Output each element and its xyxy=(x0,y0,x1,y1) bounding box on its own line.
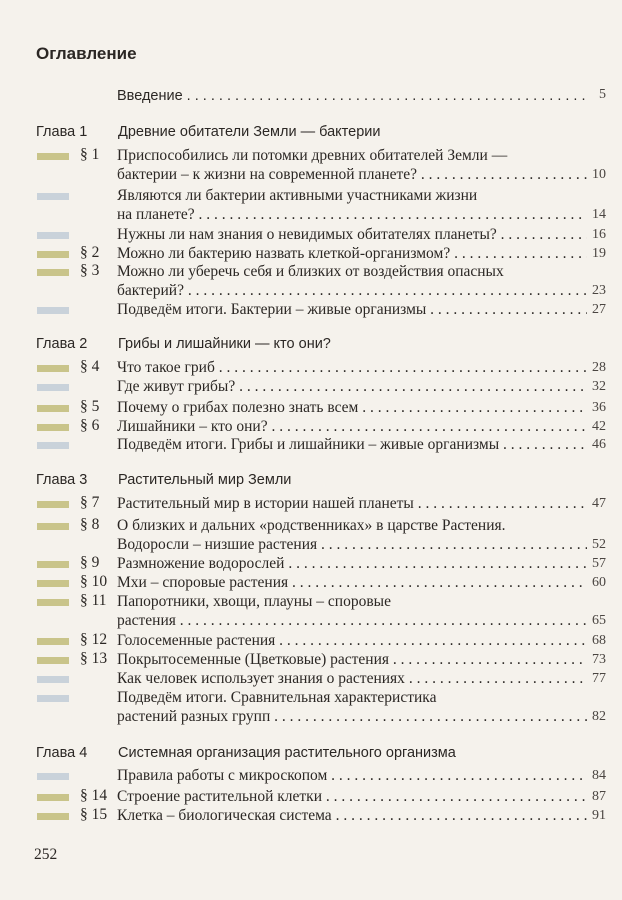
chapter-title: Растительный мир Земли xyxy=(118,472,292,488)
entry-title-line: бактерии – к жизни на современной планете? . . . xyxy=(117,165,587,184)
paragraph-marker xyxy=(37,657,69,664)
chapter-label: Глава 3 xyxy=(36,472,88,488)
entry-page: 16 xyxy=(592,227,606,242)
entry-title xyxy=(117,688,587,726)
entry-page: 14 xyxy=(592,207,606,222)
entry-title xyxy=(117,787,587,806)
entry-title xyxy=(117,398,587,417)
entry-title xyxy=(117,766,587,785)
entry-title xyxy=(117,244,587,263)
entry-title-line: Подведём итоги. Грибы и лишайники – живые организмы . . . xyxy=(117,435,587,454)
section-marker xyxy=(37,676,69,683)
entry-title xyxy=(117,573,587,592)
entry-title-line: Как человек использует знания о растениях . . . xyxy=(117,669,587,688)
paragraph-marker xyxy=(37,424,69,431)
section-marker xyxy=(37,384,69,391)
paragraph-marker xyxy=(37,599,69,606)
entry-title-line: Являются ли бактерии активными участниками жизни xyxy=(117,187,478,204)
entry-title xyxy=(117,146,587,184)
entry-title xyxy=(117,631,587,650)
section-marker xyxy=(37,442,69,449)
entry-page: 19 xyxy=(592,246,606,261)
entry-page: 65 xyxy=(592,613,606,628)
paragraph-number: § 15 xyxy=(80,806,108,823)
entry-title-line: Строение растительной клетки . . . xyxy=(117,787,587,806)
entry-page: 27 xyxy=(592,302,606,317)
entry-page: 46 xyxy=(592,437,606,452)
entry-title xyxy=(117,300,587,319)
paragraph-number: § 6 xyxy=(80,417,100,434)
section-marker xyxy=(37,307,69,314)
entry-page: 10 xyxy=(592,167,606,182)
paragraph-marker xyxy=(37,251,69,258)
entry-title-line: бактерий? . . . xyxy=(117,281,587,300)
entry-title-line: Можно ли бактерию назвать клеткой-организмом? . . . xyxy=(117,244,587,263)
entry-title-line: Клетка – биологическая система . . . xyxy=(117,806,587,825)
entry-title-line: О близких и дальних «родственниках» в царстве Растения. xyxy=(117,517,506,534)
paragraph-number: § 3 xyxy=(80,262,100,279)
entry-title-line: Мхи – споровые растения . . . xyxy=(117,573,587,592)
chapter-label: Глава 4 xyxy=(36,745,88,761)
entry-title-line: Введение . . . xyxy=(117,87,587,106)
entry-page: 68 xyxy=(592,633,606,648)
chapter-label: Глава 1 xyxy=(36,124,88,140)
page-number: 252 xyxy=(34,846,58,863)
paragraph-marker xyxy=(37,269,69,276)
paragraph-marker xyxy=(37,501,69,508)
entry-title-line: Подведём итоги. Сравнительная характеристика xyxy=(117,689,437,706)
entry-title-line: Водоросли – низшие растения . . . xyxy=(117,535,587,554)
entry-title xyxy=(117,806,587,825)
entry-title xyxy=(117,262,587,300)
paragraph-marker xyxy=(37,365,69,372)
paragraph-marker xyxy=(37,813,69,820)
paragraph-marker xyxy=(37,638,69,645)
paragraph-marker xyxy=(37,523,69,530)
section-marker xyxy=(37,695,69,702)
entry-title xyxy=(117,87,587,106)
paragraph-number: § 12 xyxy=(80,631,108,648)
toc-heading: Оглавление xyxy=(36,44,137,63)
entry-title-line: Папоротники, хвощи, плауны – споровые xyxy=(117,593,391,610)
entry-page: 23 xyxy=(592,283,606,298)
paragraph-number: § 14 xyxy=(80,787,108,804)
entry-title-line: Приспособились ли потомки древних обитателей Земли — xyxy=(117,147,508,164)
entry-title xyxy=(117,225,587,244)
entry-page: 77 xyxy=(592,671,606,686)
entry-title xyxy=(117,417,587,436)
entry-title-line: на планете? . . . xyxy=(117,205,587,224)
entry-title xyxy=(117,494,587,513)
paragraph-marker xyxy=(37,405,69,412)
paragraph-number: § 7 xyxy=(80,494,100,511)
paragraph-marker xyxy=(37,580,69,587)
entry-title xyxy=(117,435,587,454)
paragraph-marker xyxy=(37,153,69,160)
paragraph-number: § 8 xyxy=(80,516,100,533)
entry-page: 5 xyxy=(599,87,606,102)
paragraph-number: § 13 xyxy=(80,650,108,667)
entry-page: 84 xyxy=(592,768,606,783)
entry-title-line: Растительный мир в истории нашей планеты . . . xyxy=(117,494,587,513)
paragraph-number: § 1 xyxy=(80,146,100,163)
entry-page: 28 xyxy=(592,360,606,375)
paragraph-number: § 4 xyxy=(80,358,100,375)
chapter-title: Грибы и лишайники — кто они? xyxy=(118,336,331,352)
entry-title xyxy=(117,186,587,224)
paragraph-number: § 9 xyxy=(80,554,100,571)
entry-page: 73 xyxy=(592,652,606,667)
entry-title-line: Голосеменные растения . . . xyxy=(117,631,587,650)
paragraph-number: § 11 xyxy=(80,592,107,609)
entry-page: 32 xyxy=(592,379,606,394)
section-marker xyxy=(37,232,69,239)
entry-title-line: растений разных групп . . . xyxy=(117,707,587,726)
paragraph-number: § 2 xyxy=(80,244,100,261)
section-marker xyxy=(37,773,69,780)
entry-title xyxy=(117,516,587,554)
paragraph-number: § 10 xyxy=(80,573,108,590)
entry-title xyxy=(117,554,587,573)
entry-title xyxy=(117,669,587,688)
entry-page: 82 xyxy=(592,709,606,724)
entry-title-line: Можно ли уберечь себя и близких от воздействия опасных xyxy=(117,263,504,280)
entry-title-line: Размножение водорослей . . . xyxy=(117,554,587,573)
entry-title xyxy=(117,650,587,669)
entry-title-line: Лишайники – кто они? . . . xyxy=(117,417,587,436)
entry-page: 60 xyxy=(592,575,606,590)
entry-title-line: Подведём итоги. Бактерии – живые организмы . . . xyxy=(117,300,587,319)
entry-title-line: Нужны ли нам знания о невидимых обитателях планеты? . . . xyxy=(117,225,587,244)
entry-title-line: растения . . . xyxy=(117,611,587,630)
chapter-title: Системная организация растительного организма xyxy=(118,745,456,761)
entry-title xyxy=(117,377,587,396)
entry-page: 47 xyxy=(592,496,606,511)
entry-page: 91 xyxy=(592,808,606,823)
chapter-label: Глава 2 xyxy=(36,336,88,352)
section-marker xyxy=(37,193,69,200)
entry-page: 57 xyxy=(592,556,606,571)
entry-title-line: Правила работы с микроскопом . . . xyxy=(117,766,587,785)
chapter-title: Древние обитатели Земли — бактерии xyxy=(118,124,381,140)
entry-page: 36 xyxy=(592,400,606,415)
entry-title-line: Покрытосеменные (Цветковые) растения . . . xyxy=(117,650,587,669)
entry-title-line: Что такое гриб . . . xyxy=(117,358,587,377)
entry-page: 42 xyxy=(592,419,606,434)
entry-page: 87 xyxy=(592,789,606,804)
paragraph-marker xyxy=(37,561,69,568)
entry-title-line: Почему о грибах полезно знать всем . . . xyxy=(117,398,587,417)
entry-title xyxy=(117,358,587,377)
entry-title-line: Где живут грибы? . . . xyxy=(117,377,587,396)
paragraph-marker xyxy=(37,794,69,801)
paragraph-number: § 5 xyxy=(80,398,100,415)
entry-page: 52 xyxy=(592,537,606,552)
entry-title xyxy=(117,592,587,630)
